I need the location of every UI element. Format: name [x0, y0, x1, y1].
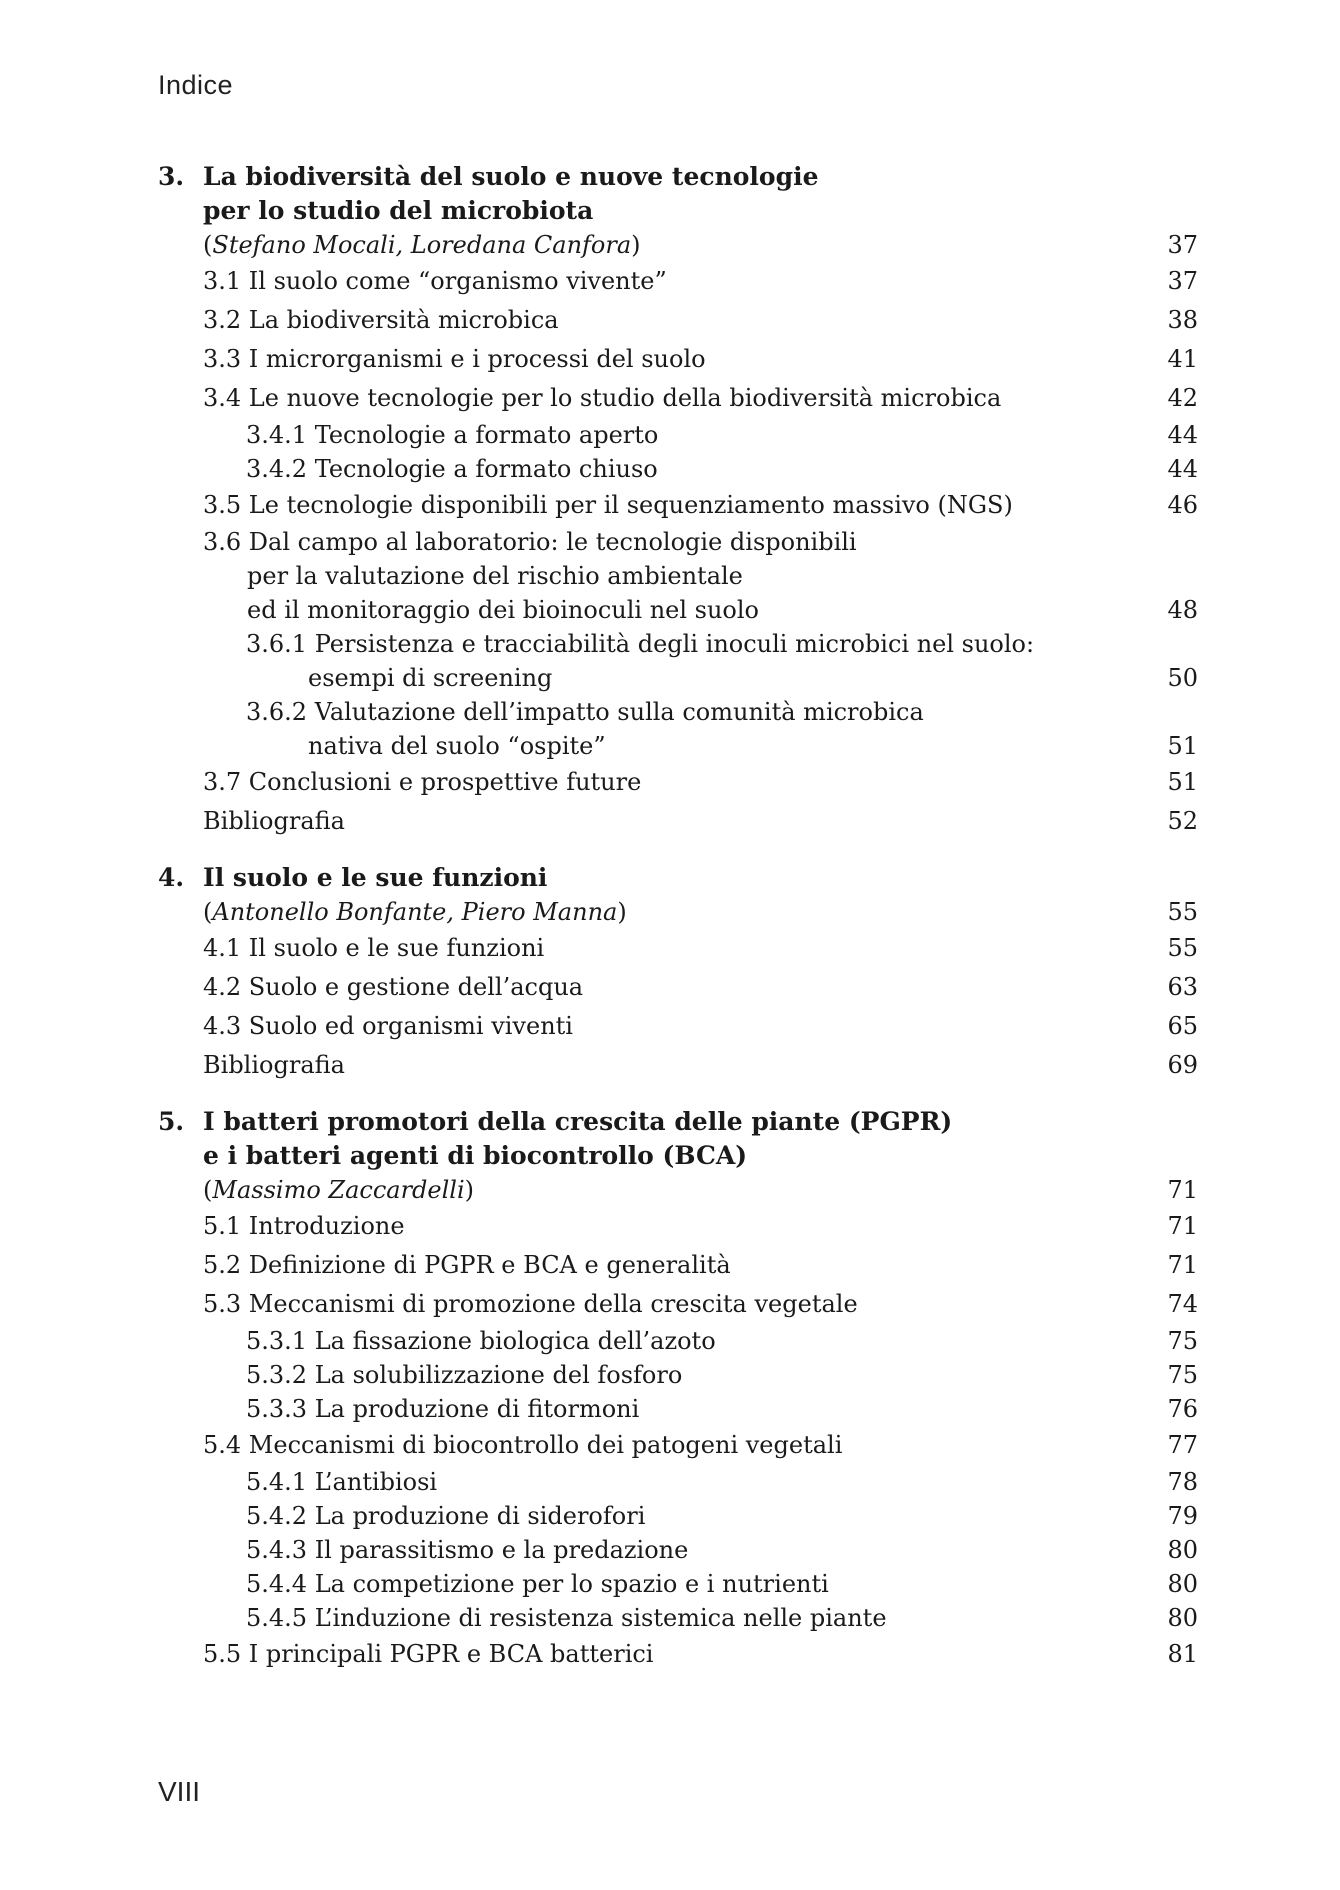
page-ref: 51	[1167, 732, 1198, 760]
chapter-title-line: I batteri promotori della crescita delle piante (PGPR)	[203, 1107, 953, 1136]
chapter-title-line: La biodiversità del suolo e nuove tecnologie	[203, 162, 819, 191]
page-ref: 75	[1167, 1327, 1198, 1355]
running-head: Indice	[158, 70, 234, 100]
chapter-title-line: e i batteri agenti di biocontrollo (BCA)	[203, 1141, 748, 1170]
page-ref: 77	[1167, 1431, 1198, 1459]
toc-entry-title: ed il monitoraggio dei bioinoculi nel suolo	[247, 596, 760, 624]
toc-entry	[203, 1246, 1198, 1285]
page-ref: 48	[1167, 596, 1198, 624]
toc-entry	[203, 525, 1198, 627]
toc-chapter	[158, 160, 1198, 841]
page-ref: 71	[1167, 1176, 1198, 1204]
toc-entry	[246, 1601, 1198, 1635]
page-ref: 44	[1167, 455, 1198, 483]
authors-names: Stefano Mocali, Loredana Canfora	[212, 231, 632, 259]
page-ref: 75	[1167, 1361, 1198, 1389]
page-ref: 46	[1167, 491, 1198, 519]
toc-entry	[203, 1635, 1198, 1674]
toc-entry	[246, 1392, 1198, 1426]
toc-entry-title: 5.3.1 La fissazione biologica dell’azoto	[246, 1327, 716, 1355]
chapter-title-line: Il suolo e le sue funzioni	[203, 863, 548, 892]
page-ref: 38	[1167, 306, 1198, 334]
toc-entry	[246, 418, 1198, 452]
page-ref: 37	[1167, 267, 1198, 295]
page-ref: 71	[1167, 1251, 1198, 1279]
toc-entry	[203, 1007, 1198, 1046]
toc-entry-title: 5.3.2 La solubilizzazione del fosforo	[246, 1361, 683, 1389]
page-ref: 37	[1167, 231, 1198, 259]
toc-entry-title: 5.4 Meccanismi di biocontrollo dei patogeni vegetali	[203, 1431, 843, 1459]
page-ref: 74	[1167, 1290, 1198, 1318]
page-ref: 81	[1167, 1640, 1198, 1668]
chapter-title	[158, 861, 1198, 895]
page-ref: 51	[1167, 768, 1198, 796]
page-ref: 55	[1167, 934, 1198, 962]
toc-entry-title: 3.1 Il suolo come “organismo vivente”	[203, 267, 667, 295]
page-ref: 80	[1167, 1536, 1198, 1564]
toc-entry-title: 3.3 I microrganismi e i processi del suolo	[203, 345, 706, 373]
toc-entry	[203, 379, 1198, 418]
page-ref: 78	[1167, 1468, 1198, 1496]
toc-entry	[203, 486, 1198, 525]
toc-entry	[203, 968, 1198, 1007]
toc-entry-title: 4.1 Il suolo e le sue funzioni	[203, 934, 545, 962]
toc-entry	[246, 1465, 1198, 1499]
toc-entry	[203, 1046, 1198, 1085]
toc-entry-title: 4.3 Suolo ed organismi viventi	[203, 1012, 573, 1040]
page-ref: 55	[1167, 898, 1198, 926]
page-ref: 65	[1167, 1012, 1198, 1040]
toc-entry	[246, 1324, 1198, 1358]
chapter-title	[158, 1105, 1198, 1173]
page-ref: 41	[1167, 345, 1198, 373]
chapter-title	[158, 160, 1198, 228]
chapter-number: 4.	[158, 863, 185, 892]
page-ref: 44	[1167, 421, 1198, 449]
page-ref: 63	[1167, 973, 1198, 1001]
toc-entry-title: 5.3 Meccanismi di promozione della crescita vegetale	[203, 1290, 858, 1318]
toc-entry	[203, 1426, 1198, 1465]
page-ref: 71	[1167, 1212, 1198, 1240]
toc-entry-title: 3.7 Conclusioni e prospettive future	[203, 768, 642, 796]
toc-chapter	[158, 1105, 1198, 1674]
toc-entry	[246, 1567, 1198, 1601]
toc-entry	[203, 929, 1198, 968]
toc-entry	[203, 340, 1198, 379]
authors-names: Antonello Bonfante, Piero Manna	[212, 898, 618, 926]
toc-entry	[246, 452, 1198, 486]
toc-entry	[246, 1499, 1198, 1533]
page-ref: 79	[1167, 1502, 1198, 1530]
page-ref: 80	[1167, 1570, 1198, 1598]
toc-entry	[203, 301, 1198, 340]
toc-entry	[246, 1533, 1198, 1567]
page-ref: 52	[1167, 807, 1198, 835]
chapter-title-line: per lo studio del microbiota	[203, 196, 594, 225]
chapter-authors: (Antonello Bonfante, Piero Manna) 55	[203, 895, 1198, 929]
toc-entry-title: 5.4.3 Il parassitismo e la predazione	[246, 1536, 689, 1564]
toc-entry-title: 5.3.3 La produzione di fitormoni	[246, 1395, 640, 1423]
page-ref: 76	[1167, 1395, 1198, 1423]
toc-entry-title: per la valutazione del rischio ambientale	[247, 562, 743, 590]
toc-entry	[203, 1285, 1198, 1324]
toc-entry-title: 3.4 Le nuove tecnologie per lo studio della biodiversità microbica	[203, 384, 1002, 412]
toc-entry-title: 5.4.2 La produzione di siderofori	[246, 1502, 646, 1530]
toc-entry-title: 3.2 La biodiversità microbica	[203, 306, 559, 334]
toc-entry-title: 3.6 Dal campo al laboratorio: le tecnologie disponibili	[203, 528, 857, 556]
chapter-authors: (Stefano Mocali, Loredana Canfora) 37	[203, 228, 1198, 262]
toc-entry-title: 5.2 Definizione di PGPR e BCA e generalità	[203, 1251, 731, 1279]
chapter-authors: (Massimo Zaccardelli) 71	[203, 1173, 1198, 1207]
toc-entry	[246, 695, 1198, 763]
toc-entry-title: 5.4.5 L’induzione di resistenza sistemica nelle piante	[246, 1604, 887, 1632]
toc-entry-title: nativa del suolo “ospite”	[308, 732, 606, 760]
authors-names: Massimo Zaccardelli	[212, 1176, 465, 1204]
toc-entry	[203, 1207, 1198, 1246]
toc-entry-title: 4.2 Suolo e gestione dell’acqua	[203, 973, 584, 1001]
page-ref: 42	[1167, 384, 1198, 412]
toc-entry-title: 3.4.2 Tecnologie a formato chiuso	[246, 455, 658, 483]
toc-entry-title: 5.4.4 La competizione per lo spazio e i nutrienti	[246, 1570, 829, 1598]
toc-chapter	[158, 861, 1198, 1085]
page-ref: 50	[1167, 664, 1198, 692]
toc-entry-title: 5.5 I principali PGPR e BCA batterici	[203, 1640, 654, 1668]
toc-entry-title: 3.5 Le tecnologie disponibili per il sequenziamento massivo (NGS)	[203, 491, 1013, 519]
page-ref: 80	[1167, 1604, 1198, 1632]
toc-entry-title: 3.4.1 Tecnologie a formato aperto	[246, 421, 659, 449]
chapter-number: 3.	[158, 162, 185, 191]
toc-entry	[203, 763, 1198, 802]
page-number: VIII	[158, 1776, 201, 1807]
toc-entry-title: 3.6.2 Valutazione dell’impatto sulla comunità microbica	[246, 698, 924, 726]
toc-entry	[246, 627, 1198, 695]
toc-entry-title: 5.4.1 L’antibiosi	[246, 1468, 438, 1496]
toc-entry-title: 5.1 Introduzione	[203, 1212, 405, 1240]
toc-entry	[246, 1358, 1198, 1392]
table-of-contents	[158, 160, 1198, 1694]
toc-entry-title: 3.6.1 Persistenza e tracciabilità degli inoculi microbici nel suolo:	[246, 630, 1035, 658]
toc-entry-title: Bibliografia	[203, 807, 345, 835]
toc-entry	[203, 262, 1198, 301]
page-ref: 69	[1167, 1051, 1198, 1079]
toc-entry-title: esempi di screening	[308, 664, 553, 692]
chapter-number: 5.	[158, 1107, 185, 1136]
toc-entry-title: Bibliografia	[203, 1051, 345, 1079]
toc-entry	[203, 802, 1198, 841]
